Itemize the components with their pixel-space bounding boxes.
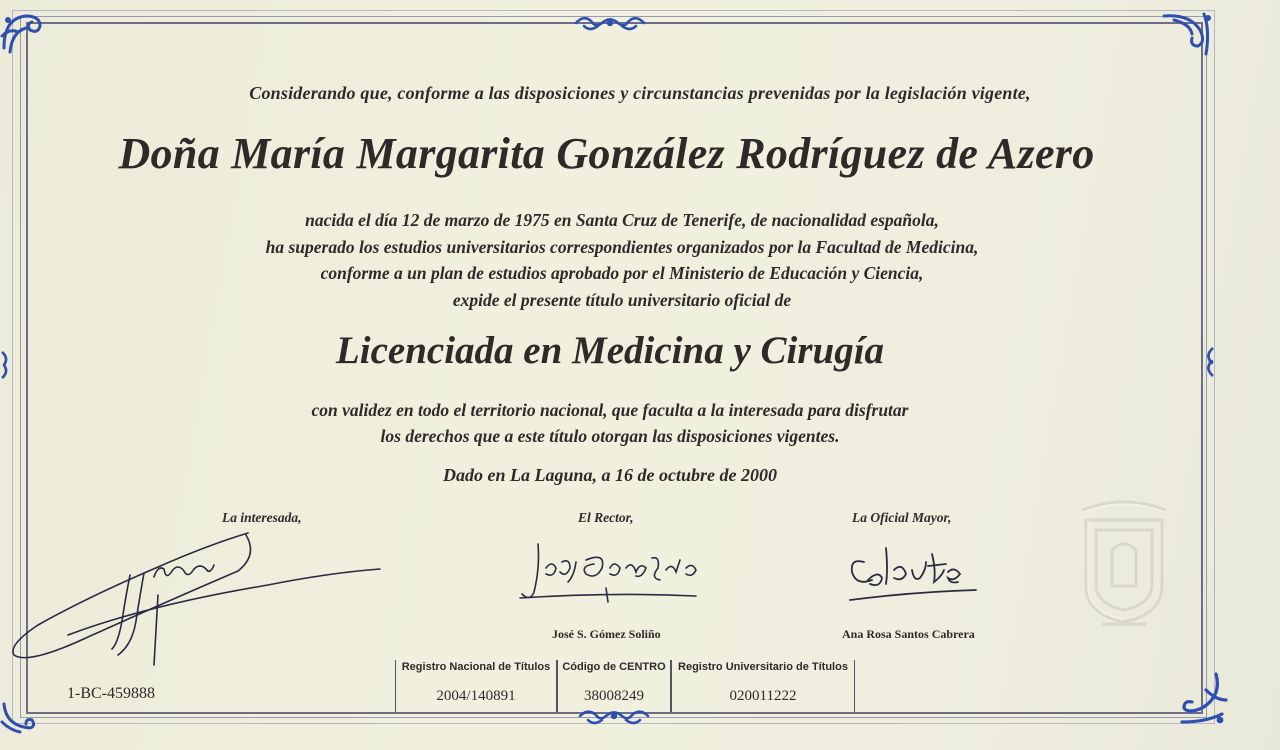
validity-line: los derechos que a este título otorgan las disposiciones vigentes. bbox=[380, 426, 840, 446]
rector-signature bbox=[510, 538, 710, 610]
registry-value: 020011222 bbox=[729, 688, 797, 704]
registry-value: 2004/140891 bbox=[436, 688, 516, 704]
body-line: expide el presente título universitario oficial de bbox=[452, 289, 792, 310]
graduate-name: Doña María Margarita González Rodríguez de Azero bbox=[118, 129, 1095, 178]
body-line: ha superado los estudios universitarios correspondientes organizados por la Facultad de Medicina, bbox=[265, 236, 979, 257]
embossed-seal-icon bbox=[1072, 490, 1176, 630]
degree-title: Licenciada en Medicina y Cirugía bbox=[335, 329, 885, 372]
body-text bbox=[0, 207, 1262, 313]
validity-line: con validez en todo el territorio nacional, que faculta a la interesada para disfrutar bbox=[311, 400, 909, 420]
registry-label: Código de CENTRO bbox=[562, 661, 666, 673]
registry-nacional bbox=[395, 660, 557, 712]
bottom-right-ornament-icon bbox=[1176, 670, 1232, 728]
body-line: nacida el día 12 de marzo de 1975 en Santa Cruz de Tenerife, de nacionalidad española, bbox=[305, 210, 939, 230]
registry-label: Registro Nacional de Títulos bbox=[401, 661, 551, 673]
issue-place-date: Dado en La Laguna, a 16 de octubre de 2000 bbox=[443, 465, 777, 485]
registry-centro bbox=[557, 660, 671, 712]
top-left-ornament-icon bbox=[0, 8, 48, 56]
body-line: conforme a un plan de estudios aprobado por el Ministerio de Educación y Ciencia, bbox=[320, 263, 924, 283]
intro-text: Considerando que, conforme a las disposiciones y circunstancias prevenidas por la legislación vigente, bbox=[249, 83, 1031, 103]
interesada-signature bbox=[8, 525, 388, 675]
interesada-label: La interesada, bbox=[222, 510, 302, 525]
rector-label: El Rector, bbox=[578, 510, 634, 525]
rector-name: José S. Gómez Soliño bbox=[552, 627, 661, 641]
registry-label: Registro Universitario de Títulos bbox=[678, 661, 848, 673]
top-center-ornament-icon bbox=[570, 12, 650, 34]
oficial-name: Ana Rosa Santos Cabrera bbox=[842, 627, 975, 641]
oficial-signature bbox=[842, 540, 982, 608]
oficial-label: La Oficial Mayor, bbox=[852, 510, 952, 525]
validity-text bbox=[0, 397, 1250, 449]
registry-universitario bbox=[671, 660, 855, 712]
bottom-left-ornament-icon bbox=[0, 700, 38, 740]
registry-value: 38008249 bbox=[584, 688, 644, 704]
serial-number: 1-BC-459888 bbox=[67, 685, 155, 702]
top-right-ornament-icon bbox=[1160, 10, 1216, 60]
